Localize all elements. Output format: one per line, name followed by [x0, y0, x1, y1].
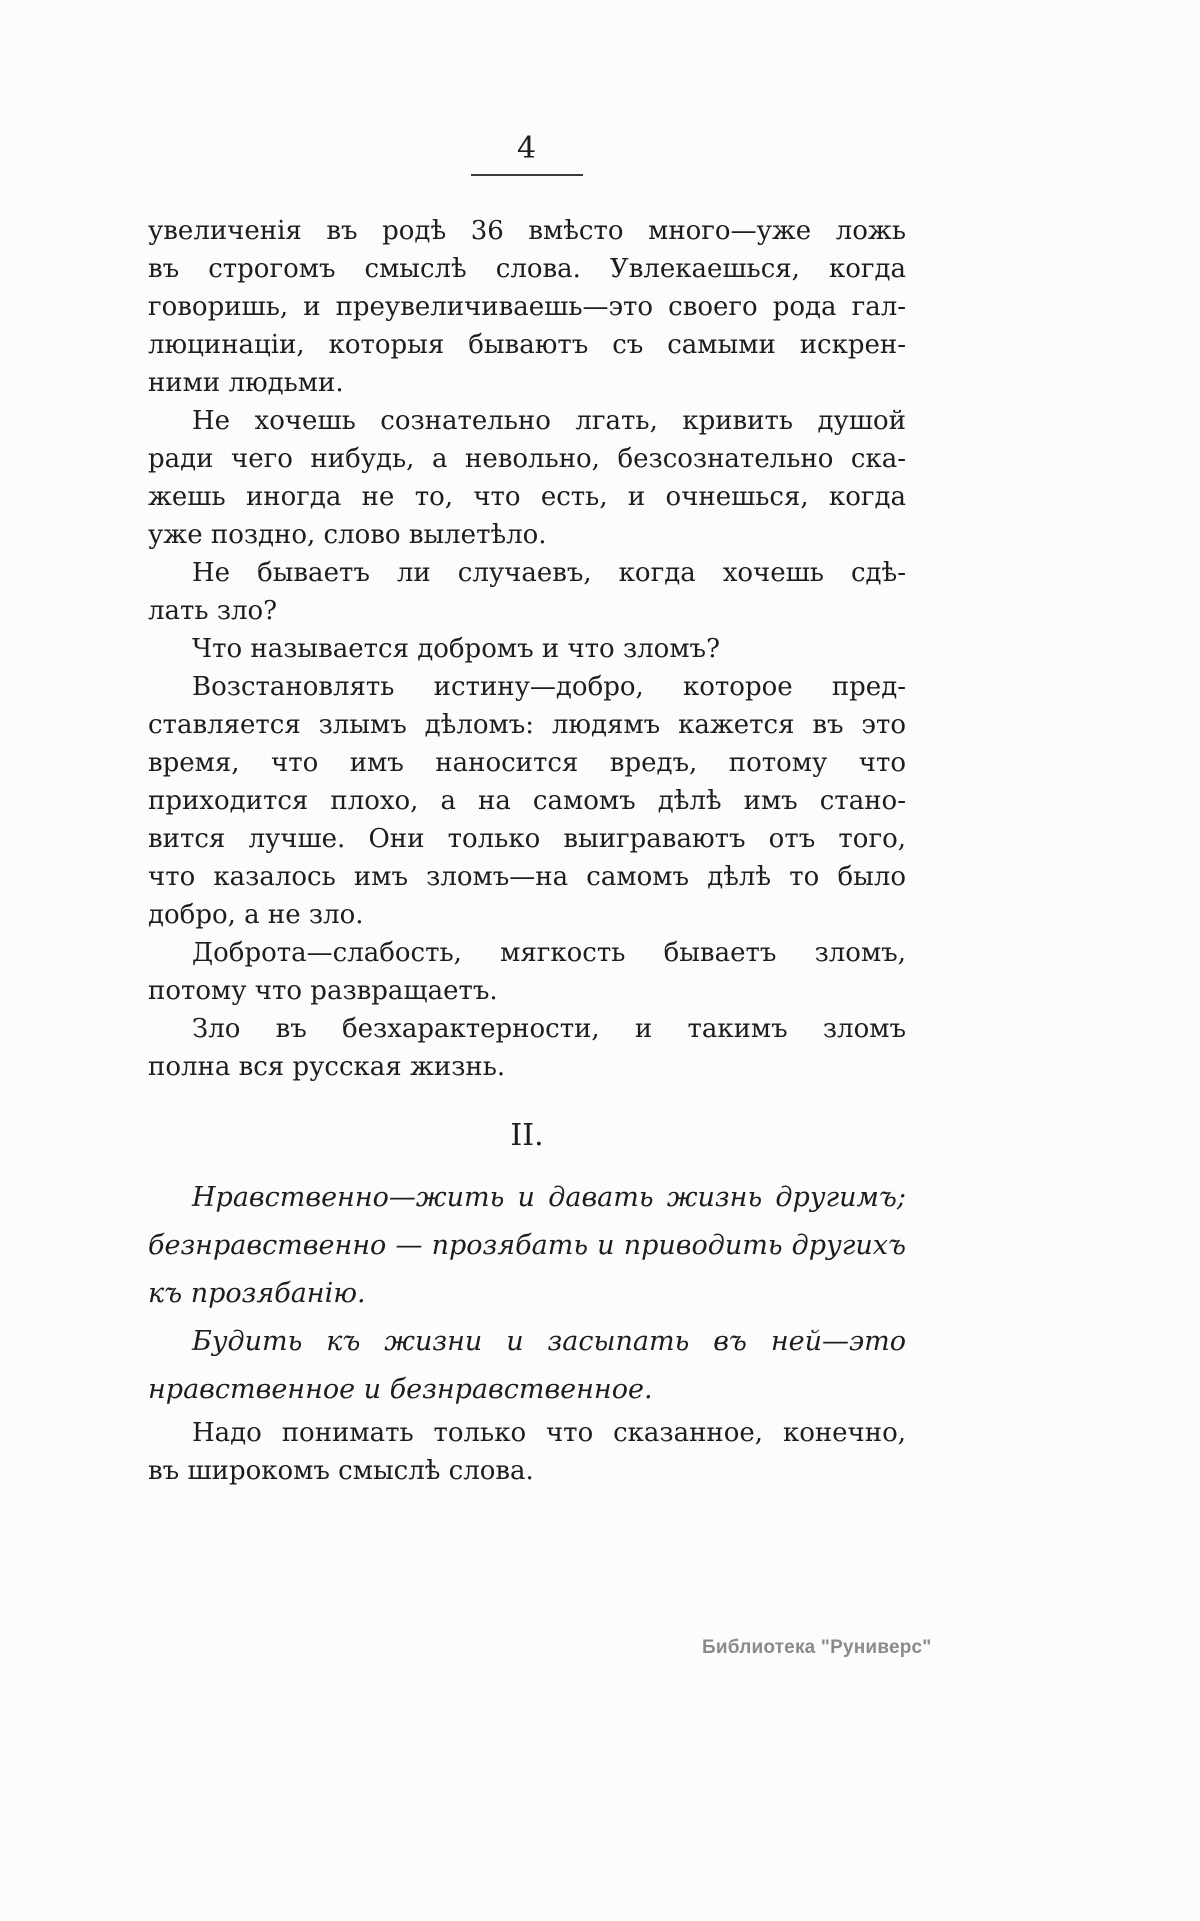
- text-line: ними людьми.: [148, 368, 344, 398]
- text-line: лать зло?: [148, 596, 278, 626]
- book-page: [0, 131, 1200, 1658]
- paragraph: [148, 1010, 906, 1086]
- paragraph: [148, 554, 906, 630]
- text-line: уже поздно, слово вылетѣло.: [148, 520, 547, 550]
- text-line: люцинаціи, которыя бываютъ съ самыми искрен-: [148, 330, 906, 360]
- text-line: увеличенія въ родѣ 36 вмѣсто много—уже ложь: [148, 216, 906, 246]
- paragraph: [148, 1414, 906, 1490]
- text-line: время, что имъ наносится вредъ, потому что: [148, 748, 906, 778]
- text-line: въ широкомъ смыслѣ слова.: [148, 1456, 534, 1486]
- page-header: [148, 132, 906, 176]
- text-block: [148, 212, 906, 1490]
- text-line: нравственное и безнравственное.: [148, 1374, 653, 1405]
- text-line: въ строгомъ смыслѣ слова. Увлекаешься, когда: [148, 254, 906, 284]
- text-line: Не хочешь сознательно лгать, кривить душой: [192, 406, 906, 436]
- text-line: Надо понимать только что сказанное, конечно,: [192, 1418, 906, 1448]
- text-line: Нравственно—жить и давать жизнь другимъ;: [192, 1182, 906, 1213]
- text-line: Зло въ безхарактерности, и такимъ зломъ: [192, 1014, 906, 1044]
- text-line: вится лучше. Они только выиграваютъ отъ того,: [148, 824, 906, 854]
- text-line: Что называется добромъ и что зломъ?: [192, 634, 721, 664]
- text-line: приходится плохо, а на самомъ дѣлѣ имъ стано-: [148, 786, 906, 816]
- paragraph: [148, 630, 906, 668]
- text-line: ставляется злымъ дѣломъ: людямъ кажется въ это: [148, 710, 906, 740]
- text-line: Доброта—слабость, мягкость бываетъ зломъ,: [192, 938, 906, 968]
- paragraph: [148, 402, 906, 554]
- text-line: говоришь, и преувеличиваешь—это своего рода гал-: [148, 292, 906, 322]
- text-line: полна вся русская жизнь.: [148, 1052, 506, 1082]
- paragraph: [148, 1318, 906, 1414]
- section-heading: II.: [510, 1118, 544, 1153]
- text-line: безнравственно — прозябать и приводить другихъ: [148, 1230, 906, 1261]
- text-line: Возстановлять истину—добро, которое пред-: [192, 672, 906, 702]
- paragraph: [148, 1174, 906, 1318]
- paragraph: [148, 668, 906, 934]
- text-line: Не бываетъ ли случаевъ, когда хочешь сдѣ-: [192, 558, 906, 588]
- text-line: добро, а не зло.: [148, 900, 364, 930]
- text-line: ради чего нибудь, а невольно, безсознательно ска-: [148, 444, 906, 474]
- text-line: Будить къ жизни и засыпать въ ней—это: [192, 1326, 906, 1357]
- library-watermark: Библиотека "Руниверс": [702, 1637, 932, 1658]
- text-line: къ прозябанію.: [148, 1278, 366, 1309]
- text-line: потому что развращаетъ.: [148, 976, 498, 1006]
- text-line: что казалось имъ зломъ—на самомъ дѣлѣ то было: [148, 862, 906, 892]
- page-number: 4: [516, 131, 538, 166]
- header-rule: [471, 174, 583, 176]
- paragraph: [148, 212, 906, 402]
- paragraph: [148, 934, 906, 1010]
- text-line: жешь иногда не то, что есть, и очнешься, когда: [148, 482, 906, 512]
